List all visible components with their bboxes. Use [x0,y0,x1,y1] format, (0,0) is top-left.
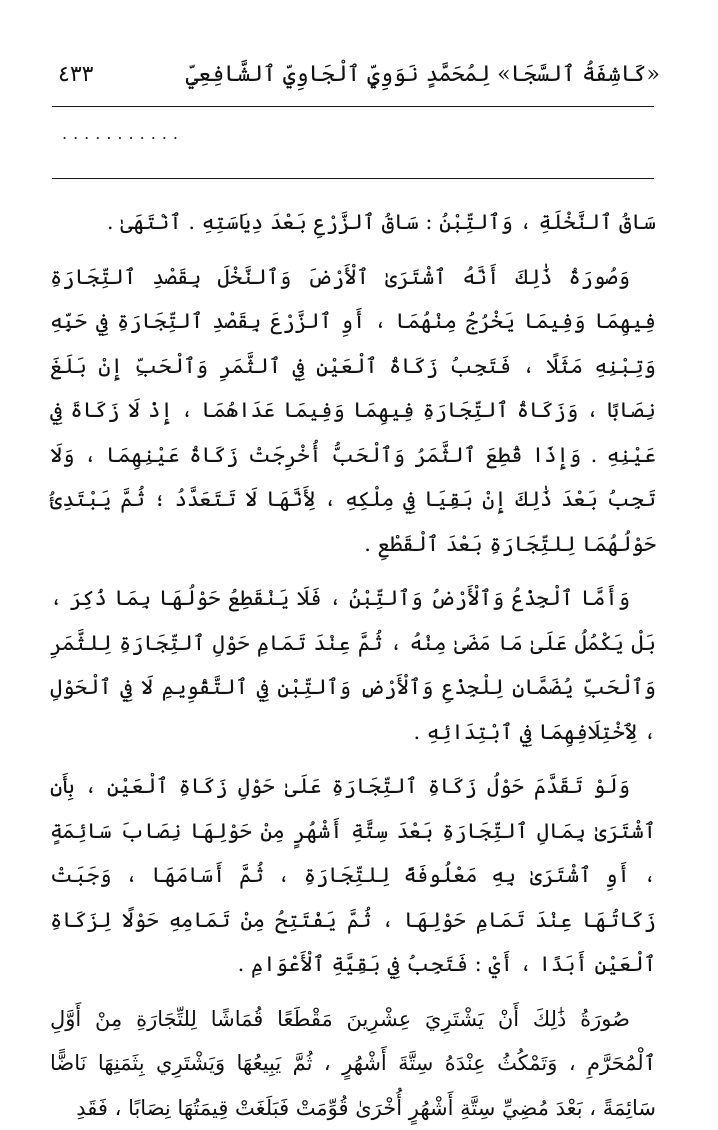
page-body [50,200,656,1130]
header-rule [52,106,654,107]
paragraph-4: وَلَوْ تَقَدَّمَ حَوْلُ زَكَاةِ ٱلتِّجَارَةِ عَلَىٰ حَوْلِ زَكَاةِ ٱلْعَيْنِ ، بِأَنِ ٱشْتَرَىٰ بِمَالِ ٱلتِّجَارَةِ بَعْدَ سِتَّةِ أَشْهُرٍ مِنْ حَوْلِهَا نِصَابَ سَائِمَةٍ ، أَوِ ٱشْتَرَىٰ بِهِ مَعْلُوفَةً لِلتِّجَارَةِ ، ثُمَّ أَسَامَهَا ، وَجَبَتْ زَكَاتُهَا عِنْدَ تَمَامِ حَوْلِهَا ، ثُمَّ يَفْتَتِحُ مِنْ تَمَامِهِ حَوْلًا لِزَكَاةِ ٱلْعَيْنِ أَبَدًا ، أَيْ : فَتَجِبُ فِي بَقِيَّةِ ٱلْأَعْوَامِ . [50,764,656,987]
paragraph-5: صُورَةُ ذَٰلِكَ أَنْ يَشْتَرِيَ عِشْرِينَ مَقْطَعًا قُمَاشًا لِلتِّجَارَةِ مِنْ أَوَّلِ ٱلْمُحَرَّمِ ، وَتَمْكُثُ عِنْدَهُ سِتَّةَ أَشْهُرٍ ، ثُمَّ يَبِيعُهَا وَيَشْتَرِي بِثَمَنِهَا نَاضًّا سَائِمَةً ، بَعْدَ مُضِيِّ سِتَّةِ أَشْهُرٍ أُخْرَىٰ قُوِّمَتْ فَبَلَغَتْ قِيمَتُهَا نِصَابًا ، فَقَدِ [50,997,656,1130]
separator-dots: ........... [62,124,184,143]
section-rule [52,178,654,179]
paragraph-3: وَأَمَّا ٱلْجِذْعُ وَٱلْأَرْضُ وَٱلتِّبْنُ ، فَلَا يَنْقَطِعُ حَوْلُهَا بِمَا ذُكِرَ ، بَلْ يَكْمُلُ عَلَىٰ مَا مَضَىٰ مِنْهُ ، ثُمَّ عِنْدَ تَمَامِ حَوْلِ ٱلتِّجَارَةِ لِلثَّمَرِ وَٱلْحَبِّ يُضَمَّانِ لِلْجِذْعِ وَٱلْأَرْضِ وَٱلتِّبْنِ فِي ٱلتَّقْوِيمِ لَا فِي ٱلْحَوْلِ ، لِٱخْتِلَافِهِمَا فِي ٱبْتِدَائِهِ . [50,576,656,754]
paragraph-1: سَاقُ ٱلنَّخْلَةِ ، وَٱلتِّبْنُ : سَاقُ ٱلزَّرْعِ بَعْدَ دِيَاسَتِهِ . ٱنْتَهَىٰ . [50,200,656,245]
running-title: «كَاشِفَةُ ٱلسَّجَا» لِمُحَمَّدٍ نَوَوِيٍّ ٱلْجَاوِيِّ ٱلشَّافِعِيِّ [186,62,660,87]
page-header [58,58,660,98]
paragraph-2: وَصُورَةُ ذَٰلِكَ أَنَّهُ ٱشْتَرَىٰ ٱلْأَرْضَ وَٱلنَّخْلَ بِقَصْدِ ٱلتِّجَارَةِ فِيهِمَا وَفِيمَا يَخْرُجُ مِنْهُمَا ، أَوِ ٱلزَّرْعَ بِقَصْدِ ٱلتِّجَارَةِ فِي حَبِّهِ وَتِبْنِهِ مَثَلًا ، فَتَجِبُ زَكَاةُ ٱلْعَيْنِ فِي ٱلثَّمَرِ وَٱلْحَبِّ إِنْ بَلَغَ نِصَابًا ، وَزَكَاةُ ٱلتِّجَارَةِ فِيهِمَا وَفِيمَا عَدَاهُمَا ، إِذْ لَا زَكَاةَ فِي عَيْنِهِ . وَإِذَا قُطِعَ ٱلثَّمَرُ وَٱلْحَبُّ أُخْرِجَتْ زَكَاةُ عَيْنِهِمَا ، وَلَا تَجِبُ بَعْدَ ذَٰلِكَ إِنْ بَقِيَا فِي مِلْكِهِ ، لِأَنَّهَا لَا تَتَعَدَّدُ ؛ ثُمَّ يَبْتَدِئُ حَوْلُهُمَا لِلتِّجَارَةِ بَعْدَ ٱلْقَطْعِ . [50,255,656,567]
page-number: ٤٣٣ [58,62,93,87]
